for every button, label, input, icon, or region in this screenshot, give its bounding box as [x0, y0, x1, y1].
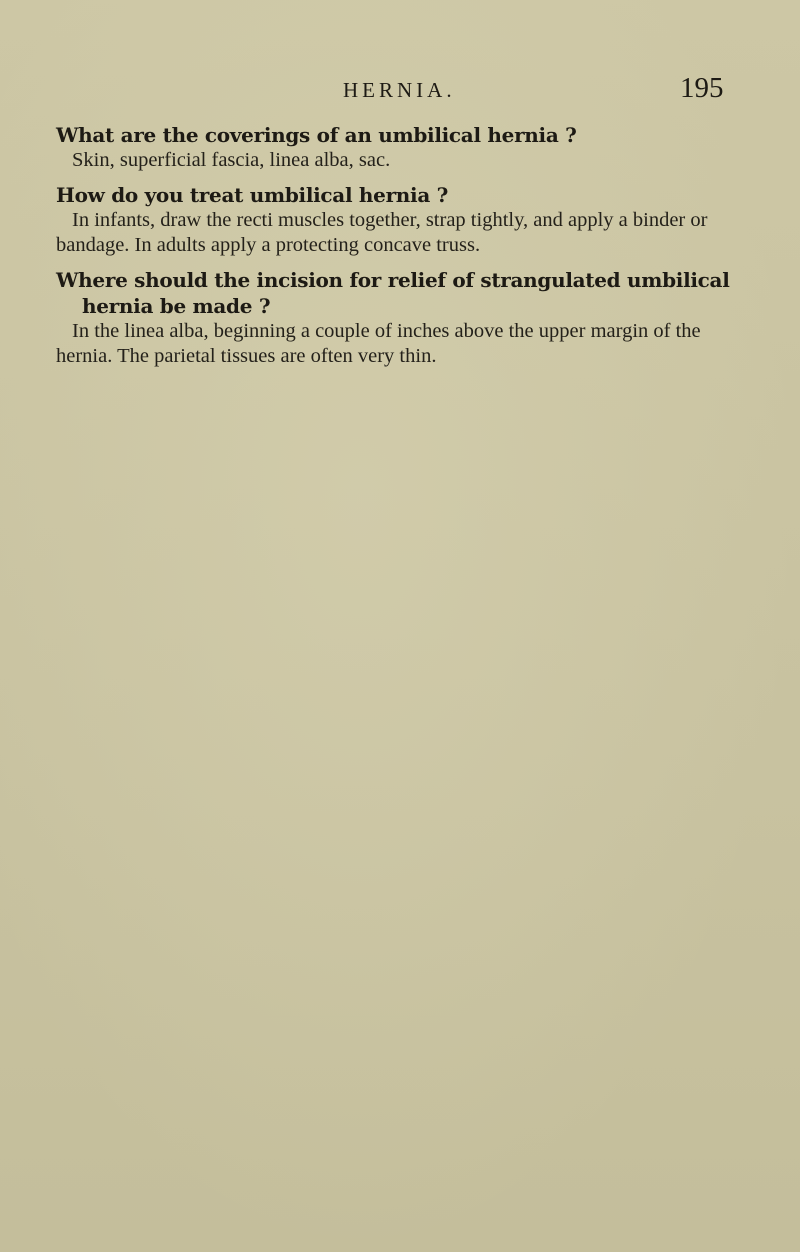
qa-item [56, 267, 746, 370]
running-title: HERNIA. [343, 78, 456, 102]
running-head [0, 72, 800, 112]
answer-text: In infants, draw the recti muscles together, strap tightly, and apply a binder or bandage. In adults apply a protecting concave truss. [56, 208, 708, 256]
qa-item [56, 182, 746, 259]
page-content [56, 122, 746, 378]
question-text: Where should the incision for relief of strangulated umbilical hernia be made ? [56, 267, 730, 318]
answer-text: Skin, superficial fascia, linea alba, sac. [72, 149, 391, 171]
question-text: What are the coverings of an umbilical hernia ? [56, 123, 577, 147]
qa-item [56, 122, 746, 174]
page-number: 195 [680, 72, 724, 104]
question-text: How do you treat umbilical hernia ? [56, 182, 449, 207]
answer-text: In the linea alba, beginning a couple of inches above the upper margin of the hernia. The parietal tissues are often very thin. [56, 319, 701, 367]
